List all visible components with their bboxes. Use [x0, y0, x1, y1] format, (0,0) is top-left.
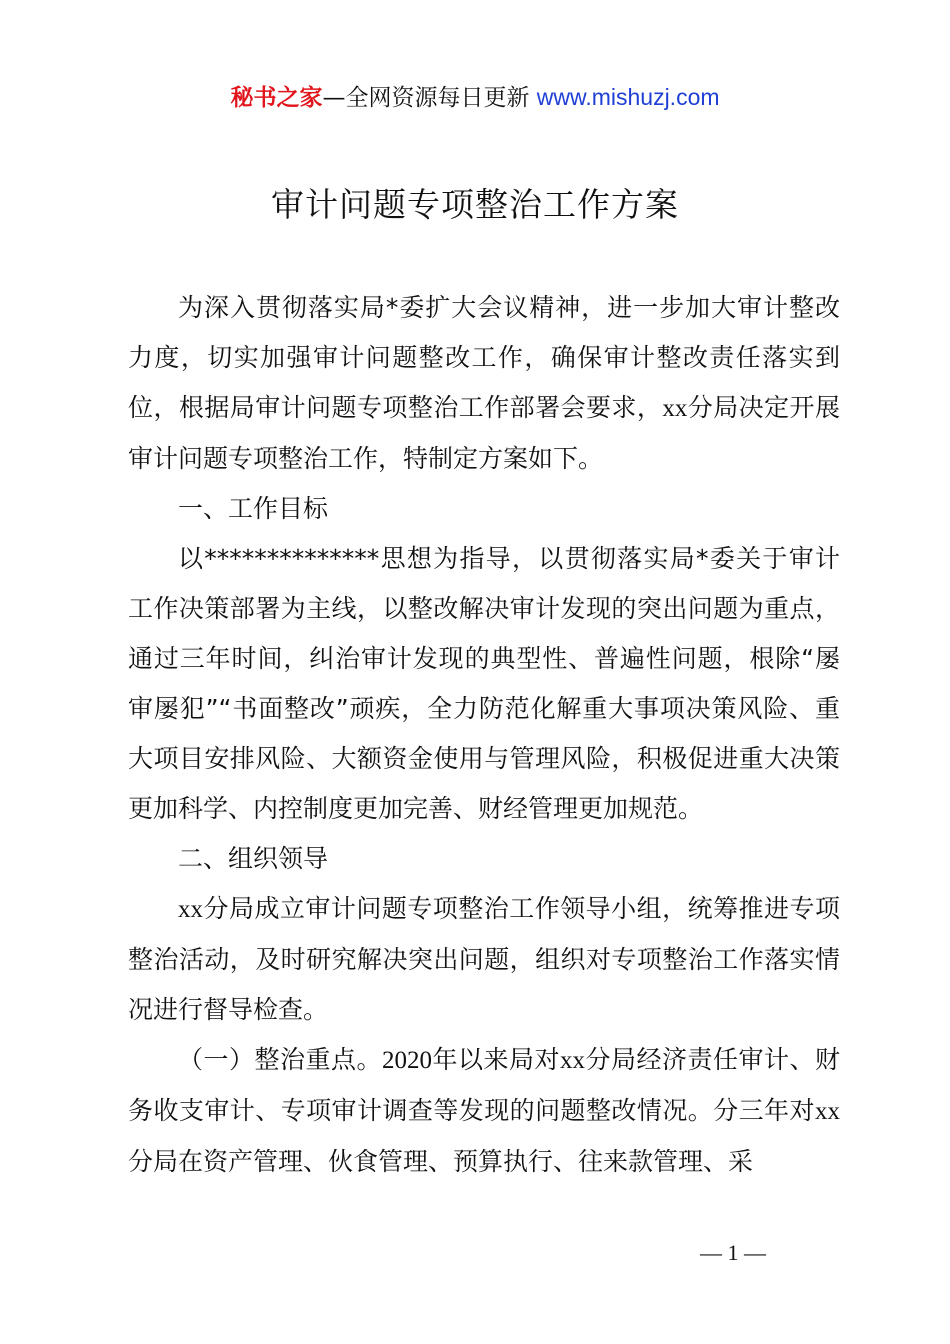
site-url-link[interactable]: www.mishuzj.com — [536, 84, 720, 110]
section-heading-goals: 一、工作目标 — [178, 494, 329, 523]
page-number: — 1 — — [700, 1240, 766, 1265]
intro-paragraph: 为深入贯彻落实局*委扩大会议精神，进一步加大审计整改力度，切实加强审计问题整改工作，确保审计整改责任落实到位，根据局审计问题专项整治工作部署会要求，xx分局决定开展审计问题专项整治工作，特制定方案如下。 — [128, 293, 840, 473]
goals-paragraph: 以**************思想为指导，以贯彻落实局*委关于审计工作决策部署为主线，以整改解决审计发现的突出问题为重点，通过三年时间，纠治审计发现的典型性、普遍性问题，根除“屡审屡犯”“书面整改”顽疾，全力防范化解重大事项决策风险、重大项目安排风险、大额资金使用与管理风险，积极促进重大决策更加科学、内控制度更加完善、财经管理更加规范。 — [128, 544, 840, 823]
brand-name: 秘书之家 — [230, 85, 323, 111]
focus-paragraph: （一）整治重点。2020年以来局对xx分局经济责任审计、财务收支审计、专项审计调查等发现的问题整改情况。分三年对xx分局在资产管理、伙食管理、预算执行、往来款管理、采 — [128, 1045, 840, 1176]
document-title: 审计问题专项整治工作方案 — [271, 185, 679, 224]
header-slogan: —全网资源每日更新 — [322, 85, 537, 111]
section-heading-leadership: 二、组织领导 — [178, 844, 329, 873]
leadership-paragraph: xx分局成立审计问题专项整治工作领导小组，统筹推进专项整治活动，及时研究解决突出问题，组织对专项整治工作落实情况进行督导检查。 — [128, 894, 840, 1024]
site-header — [0, 80, 950, 115]
document-body — [128, 283, 840, 1187]
